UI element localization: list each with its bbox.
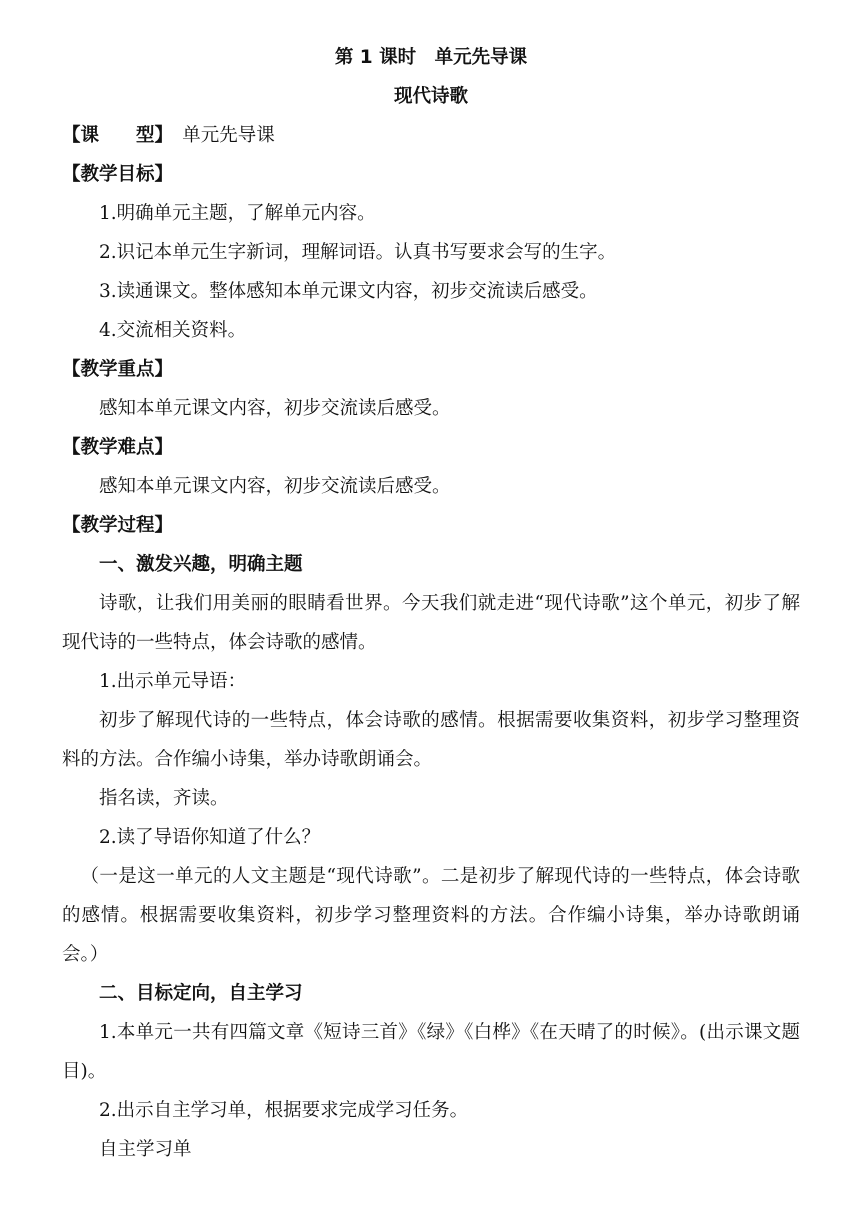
objective-item-3: 3.读通课文。整体感知本单元课文内容，初步交流读后感受。 [99, 281, 598, 302]
difficulties-heading: 【教学难点】 [62, 437, 174, 458]
section-1-step-2: 2.读了导语你知道了什么？ [99, 827, 321, 848]
read-note: 指名读，齐读。 [99, 788, 229, 809]
objective-item-1: 1.明确单元主题，了解单元内容。 [99, 203, 376, 224]
section-1-step-1: 1.出示单元导语： [99, 671, 247, 692]
lesson-type-row [62, 116, 800, 155]
section-2-step-2: 2.出示自主学习单，根据要求完成学习任务。 [99, 1100, 469, 1121]
objectives-heading: 【教学目标】 [62, 164, 174, 185]
difficulties-text: 感知本单元课文内容，初步交流读后感受。 [99, 476, 451, 497]
lesson-type-value: 单元先导课 [182, 125, 275, 146]
lesson-type-label: 【课 型】 [62, 125, 174, 146]
document-page [62, 38, 800, 1169]
guide-answer: （一是这一单元的人文主题是“现代诗歌”。二是初步了解现代诗的一些特点，体会诗歌的感情。根据需要收集资料，初步学习整理资料的方法。合作编小诗集，举办诗歌朗诵会。） [62, 866, 800, 965]
objective-item-2: 2.识记本单元生字新词，理解词语。认真书写要求会写的生字。 [99, 242, 617, 263]
unit-subtitle: 现代诗歌 [393, 86, 468, 107]
study-sheet-label: 自主学习单 [99, 1139, 192, 1160]
section-1-intro: 诗歌，让我们用美丽的眼睛看世界。今天我们就走进“现代诗歌”这个单元，初步了解现代诗的一些特点，体会诗歌的感情。 [62, 593, 800, 653]
unit-guide-text: 初步了解现代诗的一些特点，体会诗歌的感情。根据需要收集资料，初步学习整理资料的方法。合作编小诗集，举办诗歌朗诵会。 [62, 710, 800, 770]
objective-item-4: 4.交流相关资料。 [99, 320, 247, 341]
section-2-title: 二、目标定向，自主学习 [99, 983, 303, 1004]
lesson-title: 第 1 课时 单元先导课 [334, 47, 528, 68]
key-points-text: 感知本单元课文内容，初步交流读后感受。 [99, 398, 451, 419]
process-heading: 【教学过程】 [62, 515, 174, 536]
section-2-step-1: 1.本单元一共有四篇文章《短诗三首》《绿》《白桦》《在天晴了的时候》。(出示课文题目)。 [62, 1022, 800, 1082]
key-points-heading: 【教学重点】 [62, 359, 174, 380]
section-1-title: 一、激发兴趣，明确主题 [99, 554, 303, 575]
